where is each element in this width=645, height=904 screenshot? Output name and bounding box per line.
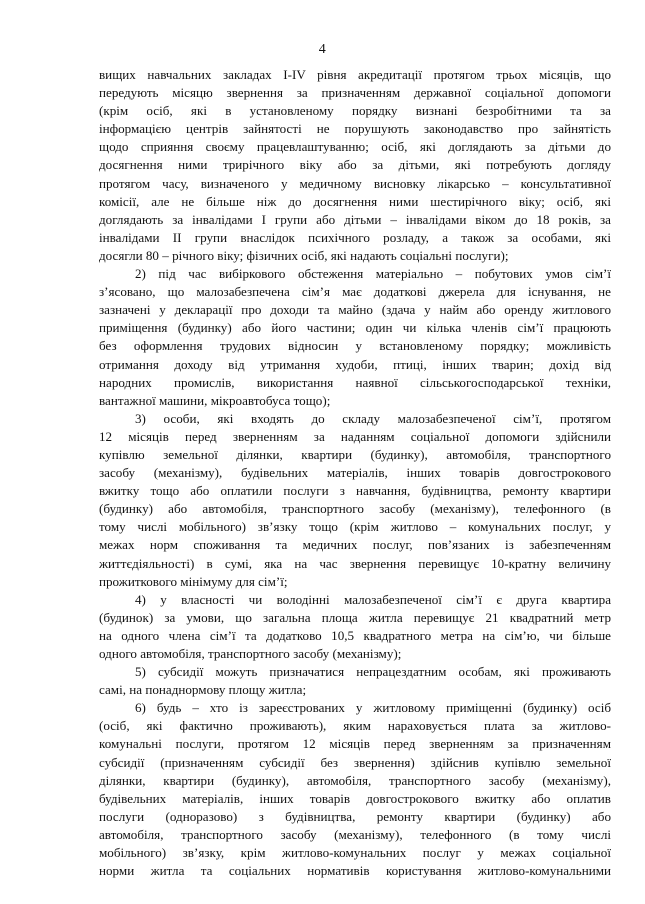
text-line: (будинок) за умови, що загальна площа житла перевищує 21 квадратний метр xyxy=(99,609,611,625)
text-line: 4) у власності чи володінні малозабезпеченої сім’ї є друга квартира xyxy=(135,591,611,607)
text-line: 3) особи, які входять до складу малозабезпеченої сім’ї, протягом xyxy=(135,410,611,426)
text-line: передують місяцю звернення за призначенням державної соціальної допомоги xyxy=(99,85,611,101)
text-line: автомобіля, транспортного засобу (механізму), телефонного (в тому числі xyxy=(99,826,611,842)
text-line: без оформлення трудових відносин у встановленому порядку; можливість xyxy=(99,338,611,354)
text-line: протягом часу, визначеного у медичному висновку лікарсько – консультативної xyxy=(99,175,611,191)
text-line: 2) під час вибіркового обстеження матеріально – побутових умов сім’ї xyxy=(135,266,611,282)
text-line: вжитку тощо або оплатили послуги з навчання, будівництва, ремонту квартири xyxy=(99,483,611,499)
text-line: приміщення (будинку) або його частини; один чи кілька членів сім’ї працюють xyxy=(99,320,611,336)
text-line: 6) будь – хто із зареєстрованих у житловому приміщенні (будинку) осіб xyxy=(135,700,611,716)
text-line: прожиткового мінімуму для сім’ї; xyxy=(99,573,288,589)
text-line: вищих навчальних закладах І-IV рівня акредитації протягом трьох місяців, що xyxy=(99,67,611,82)
text-line: мобільного) зв’язку, крім житлово-комунальних послуг у межах соціальної xyxy=(99,845,611,861)
text-line: купівлю земельної ділянки, квартири (будинку), автомобіля, транспортного xyxy=(99,446,611,462)
text-line: ділянки, квартири (будинку), автомобіля, транспортного засобу (механізму), xyxy=(99,772,611,788)
text-line: (будинку) або автомобіля, транспортного засобу (механізму), телефонного (в xyxy=(99,501,611,517)
text-line: вантажної машини, мікроавтобуса тощо); xyxy=(99,392,331,408)
text-line: будівельних матеріалів, інших товарів довгострокового вжитку або оплатив xyxy=(99,790,611,806)
text-line: отримання доходу від утримання худоби, птиці, інших тварин; дохід від xyxy=(99,356,611,372)
text-line: інвалідами II групи внаслідок психічного розладу, а також за особами, які xyxy=(99,229,611,245)
text-line: норми житла та соціальних нормативів користування житлово-комунальними xyxy=(99,863,611,879)
text-line: щодо сприяння своєму працевлаштуванню; осіб, які доглядають за дітьми до xyxy=(99,139,611,155)
text-line: (осіб, які фактично проживають), яким нараховується плата за житлово- xyxy=(99,718,611,734)
text-line: інформацією центрів зайнятості не порушують законодавство про зайнятість xyxy=(99,121,611,137)
text-line: доглядають за інвалідами І групи або дітьми – інвалідами віком до 18 років, за xyxy=(99,211,611,227)
text-line: межах норм споживання та медичних послуг, пов’язаних із забезпеченням xyxy=(99,537,611,553)
text-line: комісії, але не більше ніж до досягнення ними шестирічного віку; осіб, які xyxy=(99,193,611,209)
text-line: народних промислів, використання наявної сільськогосподарської техніки, xyxy=(99,374,611,390)
body-text xyxy=(99,66,611,880)
text-line: тому числі мобільного) зв’язку тощо (крім житлово – комунальних послуг, у xyxy=(99,519,611,535)
text-line: самі, на понаднормову площу житла; xyxy=(99,682,307,698)
text-line: з’ясовано, що малозабезпечена сім’я має додаткові джерела для існування, не xyxy=(99,284,611,300)
text-line: досягнення ними трирічного віку або за дітьми, які потребують догляду xyxy=(99,157,611,173)
text-line: (крім осіб, які в установленому порядку визнані безробітними та за xyxy=(99,103,611,119)
text-line: одного автомобіля, транспортного засобу (механізму); xyxy=(99,646,402,661)
text-line: субсидії (призначенням субсидії без звернення) здійснив купівлю земельної xyxy=(99,754,611,770)
text-line: комунальні послуги, протягом 12 місяців перед зверненням за призначенням xyxy=(99,736,611,752)
text-line: зазначені у декларації про доходи та майно (здача у найм або оренду житлового xyxy=(99,302,611,318)
text-line: 12 місяців перед зверненням за наданням соціальної допомоги здійснили xyxy=(99,428,611,444)
text-line: на одного члена сім’ї та додатково 10,5 квадратного метра на сім’ю, чи більше xyxy=(99,627,611,643)
text-line: 5) субсидії можуть призначатися непрацездатним особам, які проживають xyxy=(135,664,611,680)
text-line: досягли 80 – річного віку; фізичних осіб, які надають соціальні послуги); xyxy=(99,247,509,263)
text-line: життєдіяльності) в сумі, яка на час звернення перевищує 10-кратну величину xyxy=(99,555,611,571)
text-line: засобу (механізму), будівельних матеріалів, інших товарів довгострокового xyxy=(99,465,611,481)
text-line: послуги (одноразово) з будівництва, ремонту квартири (будинку) або xyxy=(99,808,611,824)
page-number: 4 xyxy=(318,42,327,57)
